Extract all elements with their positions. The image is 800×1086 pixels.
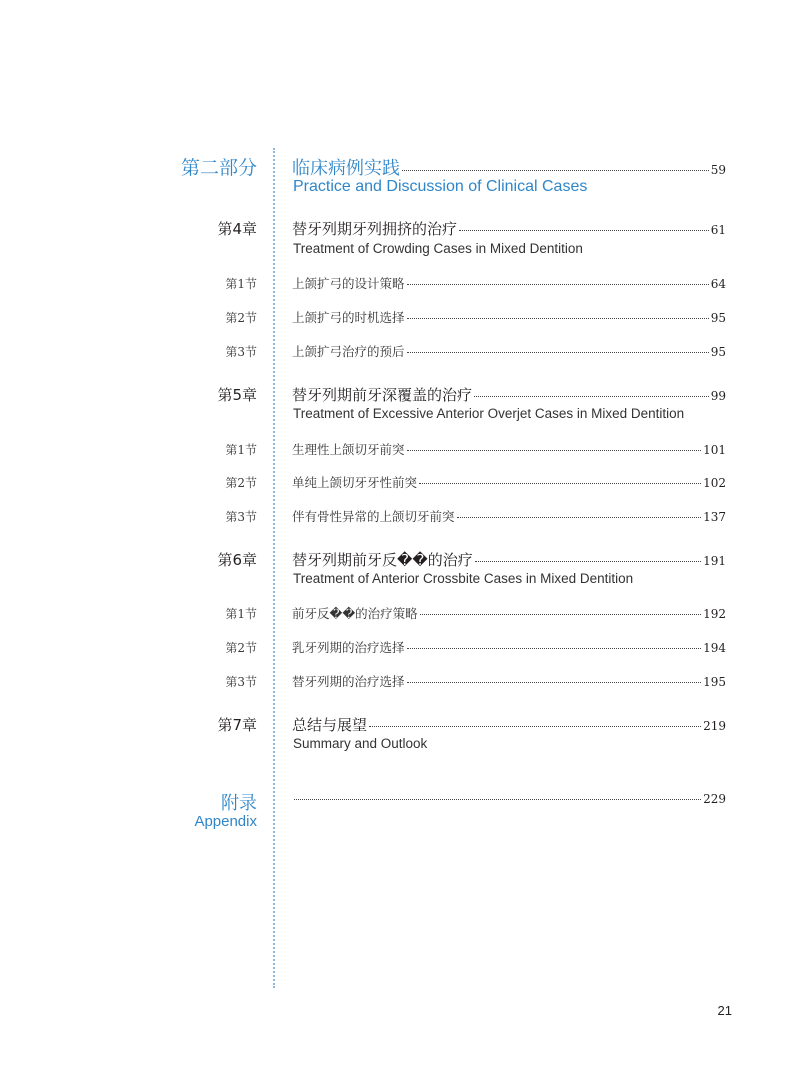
chapter-label: 第6章 — [217, 551, 257, 569]
toc-entry-part[interactable] — [292, 154, 726, 180]
page-ref: 195 — [703, 675, 726, 689]
toc-entry-section[interactable] — [292, 473, 726, 491]
section-label: 第2节 — [225, 311, 257, 325]
chapter-title-en: Treatment of Anterior Crossbite Cases in Mixed Dentition — [293, 571, 634, 586]
section-label: 第2节 — [225, 641, 257, 655]
section-label: 第3节 — [225, 675, 257, 689]
toc-entry-section[interactable] — [292, 672, 726, 690]
chapter-title: 替牙列期前牙反��的治疗 — [292, 551, 473, 569]
dot-leader — [402, 170, 709, 171]
page-number: 21 — [717, 1003, 732, 1018]
dot-leader — [474, 396, 709, 397]
section-title: 上颌扩弓的时机选择 — [292, 310, 405, 325]
page-ref: 219 — [703, 719, 726, 733]
page-ref: 95 — [710, 311, 726, 325]
toc-entry-section[interactable] — [292, 308, 726, 326]
section-title: 替牙列期的治疗选择 — [292, 674, 405, 689]
appendix-label-en: Appendix — [194, 813, 257, 830]
page-ref: 95 — [710, 345, 726, 359]
dot-leader — [407, 284, 709, 285]
toc-entry-section[interactable] — [292, 342, 726, 360]
page-ref: 194 — [703, 641, 726, 655]
toc-entry-chapter[interactable] — [292, 549, 726, 570]
chapter-title: 总结与展望 — [292, 716, 368, 734]
part-label: 第二部分 — [180, 157, 257, 179]
section-title: 生理性上颌切牙前突 — [292, 442, 405, 457]
page-ref: 59 — [710, 163, 726, 177]
page-ref: 61 — [710, 223, 726, 237]
section-label: 第3节 — [225, 345, 257, 359]
section-title: 上颌扩弓的设计策略 — [292, 276, 405, 291]
dot-leader — [457, 517, 702, 518]
dot-leader — [407, 318, 709, 319]
section-title: 乳牙列期的治疗选择 — [292, 640, 405, 655]
section-label: 第2节 — [225, 476, 257, 490]
page-ref: 137 — [703, 510, 726, 524]
toc-entry-section[interactable] — [292, 274, 726, 292]
section-label: 第3节 — [225, 510, 257, 524]
part-title-en: Practice and Discussion of Clinical Cases — [293, 178, 588, 195]
toc-divider-line — [273, 148, 275, 988]
chapter-title-en: Treatment of Crowding Cases in Mixed Dentition — [293, 241, 583, 256]
section-label: 第1节 — [225, 277, 257, 291]
section-label: 第1节 — [225, 607, 257, 621]
toc-entry-appendix[interactable] — [292, 792, 726, 806]
toc-entry-chapter[interactable] — [292, 714, 726, 735]
page-ref: 102 — [703, 476, 726, 490]
dot-leader — [407, 682, 702, 683]
chapter-title-en: Summary and Outlook — [293, 736, 428, 751]
dot-leader — [420, 614, 701, 615]
page-ref: 101 — [703, 443, 726, 457]
section-title: 前牙反��的治疗策略 — [292, 606, 418, 621]
part-title: 临床病例实践 — [292, 158, 400, 179]
toc-entry-section[interactable] — [292, 440, 726, 458]
section-title: 单纯上颌切牙牙性前突 — [292, 475, 418, 490]
page-ref: 64 — [710, 277, 726, 291]
chapter-label: 第4章 — [217, 220, 257, 238]
toc-entry-section[interactable] — [292, 604, 726, 622]
dot-leader — [294, 799, 701, 800]
dot-leader — [459, 230, 709, 231]
dot-leader — [369, 726, 701, 727]
page-ref: 192 — [703, 607, 726, 621]
section-title: 伴有骨性异常的上颌切牙前突 — [292, 509, 455, 524]
chapter-title-en: Treatment of Excessive Anterior Overjet Cases in Mixed Dentition — [293, 406, 685, 421]
toc-entry-chapter[interactable] — [292, 218, 726, 239]
page-ref: 191 — [703, 554, 726, 568]
section-label: 第1节 — [225, 443, 257, 457]
dot-leader — [407, 352, 709, 353]
toc-entry-chapter[interactable] — [292, 384, 726, 405]
appendix-label: 附录 — [221, 793, 257, 814]
dot-leader — [419, 483, 701, 484]
toc-entry-section[interactable] — [292, 638, 726, 656]
chapter-label: 第5章 — [217, 386, 257, 404]
page-ref: 99 — [710, 389, 726, 403]
dot-leader — [407, 450, 702, 451]
page-ref: 229 — [703, 792, 726, 806]
chapter-title: 替牙列期牙列拥挤的治疗 — [292, 220, 458, 238]
chapter-title: 替牙列期前牙深覆盖的治疗 — [292, 386, 473, 404]
toc-entry-section[interactable] — [292, 507, 726, 525]
dot-leader — [407, 648, 702, 649]
chapter-label: 第7章 — [217, 716, 257, 734]
dot-leader — [475, 561, 701, 562]
section-title: 上颌扩弓治疗的预后 — [292, 344, 405, 359]
